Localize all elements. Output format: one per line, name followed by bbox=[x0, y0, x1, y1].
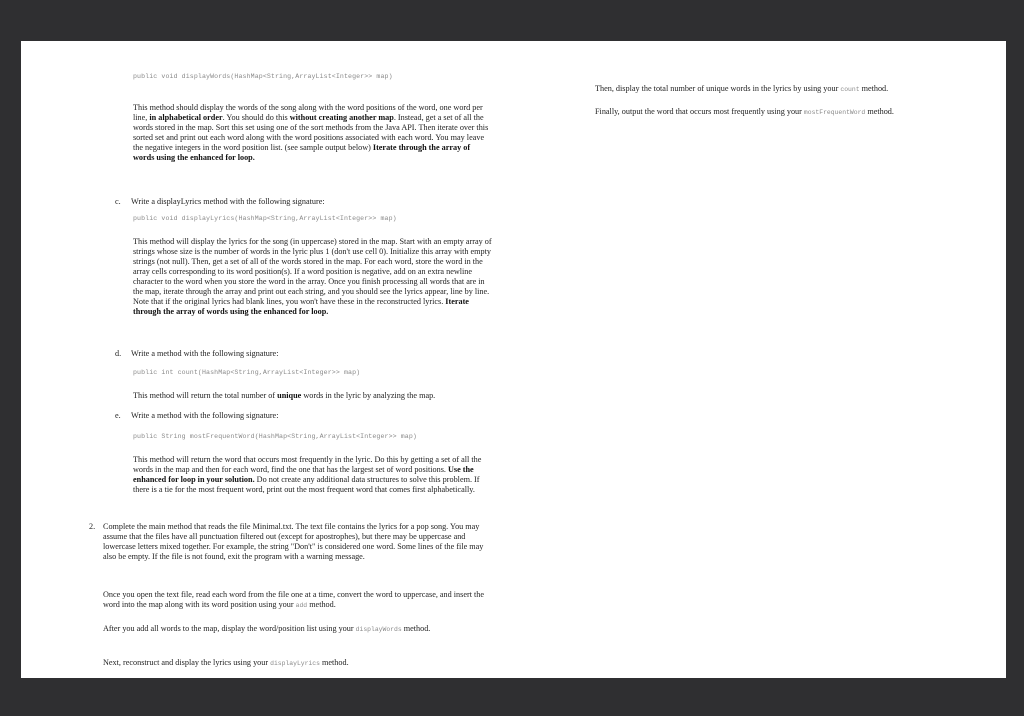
bold-text: without creating another map bbox=[289, 113, 394, 122]
bold-text: unique bbox=[277, 391, 302, 400]
text: method. bbox=[309, 600, 336, 609]
inline-code: add bbox=[295, 602, 308, 609]
bold-text: in alphabetical order bbox=[149, 113, 223, 122]
text: Finally, output the word that occurs most frequently using your bbox=[595, 107, 802, 116]
signature-mostFrequentWord: public String mostFrequentWord(HashMap<String,ArrayList<Integer>> map) bbox=[133, 433, 417, 440]
item-c-label: c. bbox=[115, 197, 121, 206]
text: This method will display the lyrics for the song (in uppercase) stored in the map. Start with an empty array of strings whose size is the number of words in the lyric plus 1 (don't use cell 0). Initialize this array with empty strings (not null). Then, get a set of all of the words stored in the map. For each word, store the word in the array cells corresponding to its word position(s). If a word position is negative, add on an extra newline character to the word when you store the word in the array. Once you finish processing all words that are in the map, iterate through the array and print out each string, and you should see the lyrics appear, line by line. Note that if the original lyrics had blank lines, you won't have these in the reconstructed lyrics. bbox=[133, 237, 492, 306]
bold-text: Iterate through the array of words using the enhanced for loop. bbox=[133, 297, 469, 316]
text: method. bbox=[861, 84, 889, 93]
item-e-heading: Write a method with the following signature: bbox=[131, 411, 279, 420]
text: Do not create any additional data structures to solve this problem. If there is a tie for the most frequent word, print out the most frequent word that comes first alphabetically. bbox=[133, 475, 480, 494]
text: method. bbox=[322, 658, 349, 667]
paragraph-reconstruct bbox=[103, 658, 493, 669]
text: This method will return the total number of bbox=[133, 391, 276, 400]
item-d-label: d. bbox=[115, 349, 122, 358]
paragraph-count bbox=[133, 391, 503, 401]
paragraph-main-method: Complete the main method that reads the file Minimal.txt. The text file contains the lyrics for a pop song. You may assume that the files have all punctuation filtered out (except for apostrophes), but there may be uppercase and lowercase letters mixed together. For example, the string "Don't" is considered one word. Some lines of the file may also be empty. If the file is not found, exit the program with a warning message. bbox=[103, 522, 484, 561]
document-page bbox=[21, 41, 1006, 678]
item-d-heading: Write a method with the following signature: bbox=[131, 349, 279, 358]
paragraph-open-file bbox=[103, 590, 493, 611]
text: This method should display the words of the song along with the word positions of the word, one word per line, bbox=[133, 103, 483, 122]
item-c-heading: Write a displayLyrics method with the following signature: bbox=[131, 197, 325, 206]
signature-displayWords: public void displayWords(HashMap<String,ArrayList<Integer>> map) bbox=[133, 73, 393, 80]
paragraph-most-frequent bbox=[595, 107, 995, 118]
text: After you add all words to the map, display the word/position list using your bbox=[103, 624, 354, 633]
bold-text: Iterate through the array of words using the enhanced for loop. bbox=[133, 143, 471, 162]
text: . Instead, get a set of all the words stored in the map. Sort this set using one of the sort methods from the Java API. Then iterate over this sorted set and print out each word along with the word positions associated with each word. You may leave the negative integers in the word position list. (see sample output below) bbox=[133, 113, 489, 152]
inline-code: displayWords bbox=[355, 626, 402, 633]
paragraph-after-add bbox=[103, 624, 493, 635]
text: method. bbox=[403, 624, 431, 633]
inline-code: count bbox=[840, 86, 860, 93]
inline-code: mostFrequentWord bbox=[803, 109, 866, 116]
paragraph-displayWords bbox=[133, 103, 493, 163]
text: method. bbox=[867, 107, 894, 116]
item-e-label: e. bbox=[115, 411, 121, 420]
inline-code: displayLyrics bbox=[270, 660, 320, 667]
text: Once you open the text file, read each word from the file one at a time, convert the word to uppercase, and insert the word into the map along with its word position using your bbox=[103, 590, 485, 609]
item-2-label: 2. bbox=[89, 522, 96, 531]
text: Then, display the total number of unique words in the lyrics by using your bbox=[595, 84, 839, 93]
text: . You should do this bbox=[222, 113, 288, 122]
signature-count: public int count(HashMap<String,ArrayList<Integer>> map) bbox=[133, 369, 361, 376]
paragraph-display-count bbox=[595, 84, 995, 95]
text: This method will return the word that occurs most frequently in the lyric. Do this by getting a set of all the words in the map and then for each word, find the one that has the largest set of word positions. bbox=[133, 455, 482, 474]
signature-displayLyrics: public void displayLyrics(HashMap<String,ArrayList<Integer>> map) bbox=[133, 215, 397, 222]
bold-text: Use the enhanced for loop in your solution. bbox=[133, 465, 474, 484]
text: Next, reconstruct and display the lyrics using your bbox=[103, 658, 269, 667]
text: words in the lyric by analyzing the map. bbox=[303, 391, 436, 400]
paragraph-displayLyrics bbox=[133, 237, 493, 317]
paragraph-mostFrequentWord bbox=[133, 455, 493, 495]
